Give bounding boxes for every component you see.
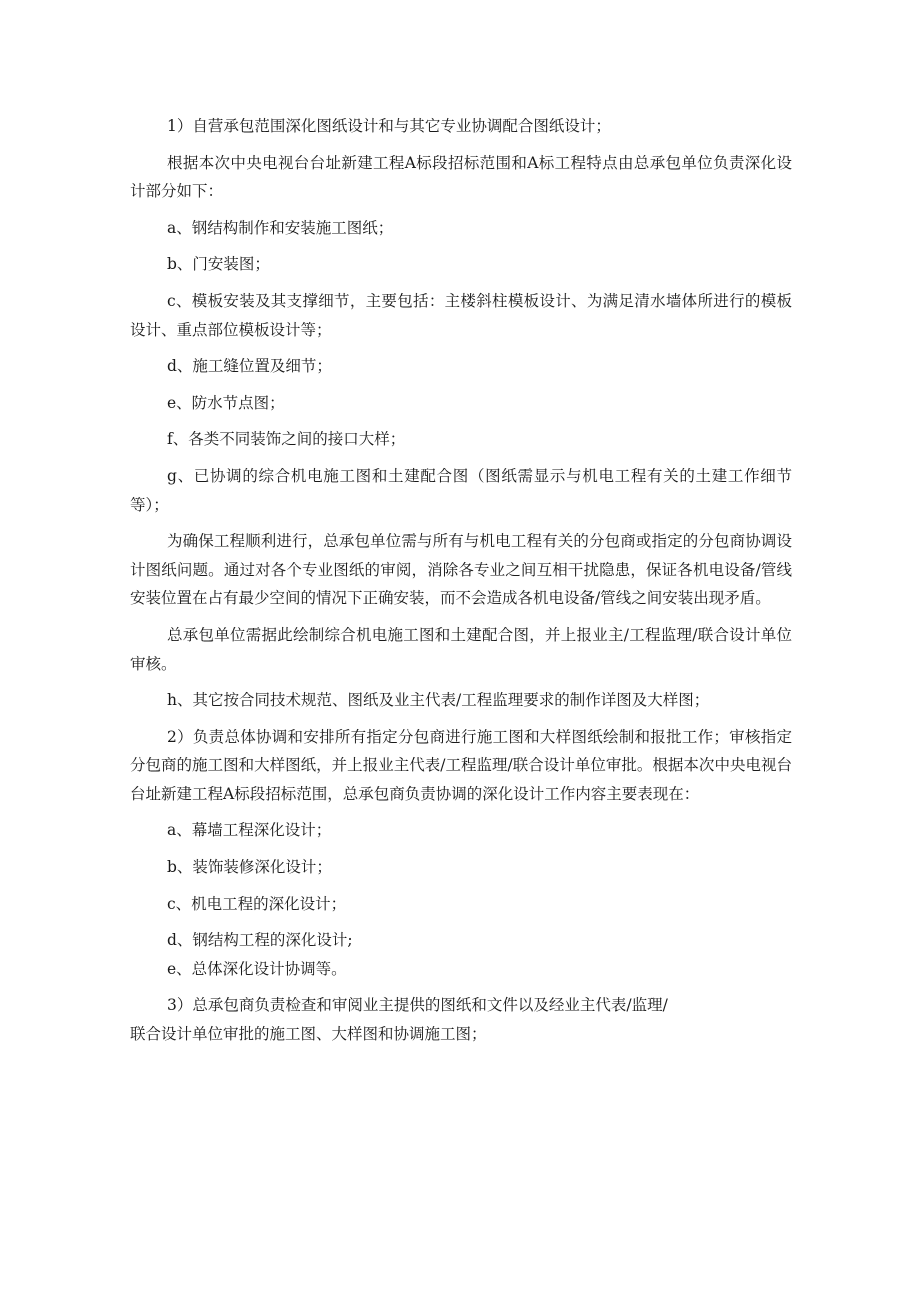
list-item-g: g、已协调的综合机电施工图和土建配合图（图纸需显示与机电工程有关的土建工作细节等）； [130, 466, 792, 514]
list-item-f: f、各类不同装饰之间的接口大样； [167, 430, 406, 449]
paragraph-coordination: 为确保工程顺利进行，总承包单位需与所有与机电工程有关的分包商或指定的分包商协调设计图纸问题。通过对各个专业图纸的审阅，消除各专业之间互相干扰隐患，保证各机电设备/管线安装位置在占有最少空间的情况下正确安装，而不会造成各机电设备/管线之间安装出现矛盾。 [130, 532, 792, 608]
list-item-e: e、防水节点图； [167, 393, 285, 412]
paragraph-2: 根据本次中央电视台台址新建工程A标段招标范围和A标工程特点由总承包单位负责深化设计部分如下： [130, 153, 792, 201]
list-item-a: a、钢结构制作和安装施工图纸； [167, 218, 394, 237]
list-item-h: h、其它按合同技术规范、图纸及业主代表/工程监理要求的制作详图及大样图； [167, 691, 710, 710]
list-item-d: d、施工缝位置及细节； [167, 357, 332, 376]
list-item-e-overall: e、总体深化设计协调等。 [167, 959, 347, 978]
list-item-d-steel: d、钢结构工程的深化设计; [167, 931, 353, 950]
list-item-c-mep: c、机电工程的深化设计； [167, 894, 347, 913]
list-item-b: b、门安装图； [167, 255, 270, 274]
list-item-c: c、模板安装及其支撑细节，主要包括：主楼斜柱模板设计、为满足清水墙体所进行的模板设计、重点部位模板设计等； [130, 291, 792, 339]
document-page [130, 112, 792, 1057]
paragraph-2-responsibility: 2）负责总体协调和安排所有指定分包商进行施工图和大样图纸绘制和报批工作；审核指定分包商的施工图和大样图纸，并上报业主代表/工程监理/联合设计单位审批。根据本次中央电视台台址新建工程A标段招标范围，总承包商负责协调的深化设计工作内容主要表现在： [130, 727, 792, 803]
paragraph-drawing-report: 总承包单位需据此绘制综合机电施工图和土建配合图，并上报业主/工程监理/联合设计单位审核。 [130, 625, 792, 673]
paragraph-1: 1）自营承包范围深化图纸设计和与其它专业协调配合图纸设计； [167, 117, 611, 135]
list-item-a-curtain-wall: a、幕墙工程深化设计； [167, 821, 332, 840]
paragraph-3-review: 3）总承包商负责检查和审阅业主提供的图纸和文件以及经业主代表/监理/ [167, 996, 668, 1015]
paragraph-3-continuation: 联合设计单位审批的施工图、大样图和协调施工图； [130, 1025, 487, 1044]
list-item-b-decoration: b、装饰装修深化设计； [167, 858, 332, 877]
